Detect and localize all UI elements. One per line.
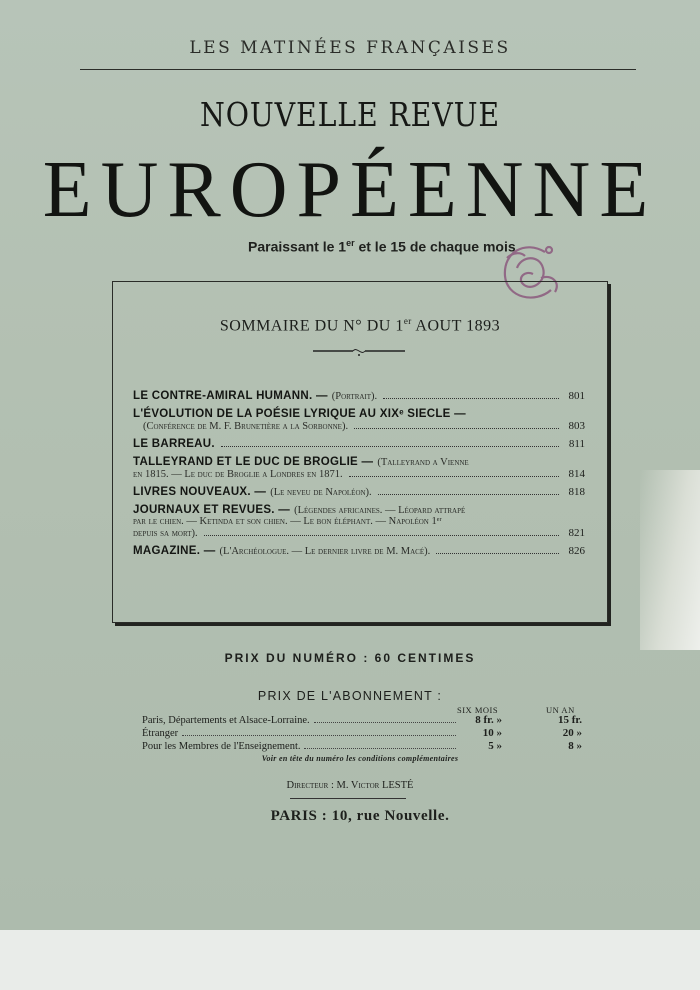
table-of-contents-box xyxy=(112,281,608,623)
toc-continuation: en 1815. — Le duc de Broglie a Londres en 1871. xyxy=(133,469,343,480)
sommaire-title-sup: er xyxy=(403,316,412,326)
schedule-sup: er xyxy=(346,238,355,248)
toc-subtitle: (Le neveu de Napoléon). xyxy=(270,487,372,498)
leader-dots xyxy=(354,428,559,429)
toc-entry xyxy=(133,408,585,432)
toc-heading: L'ÉVOLUTION DE LA POÉSIE LYRIQUE AU XIXᵉ SIECLE — xyxy=(133,408,466,420)
toc-page: 803 xyxy=(568,420,585,432)
price-label: Pour les Membres de l'Enseignement. xyxy=(142,741,301,752)
price-six-mois: 8 fr. » xyxy=(475,714,502,726)
price-un-an: 8 » xyxy=(568,740,582,752)
toc-page: 821 xyxy=(568,527,585,539)
director-rule xyxy=(290,798,406,799)
sommaire-title-text: SOMMAIRE DU N° DU 1 xyxy=(219,317,404,335)
toc-subtitle: (Talleyrand a Vienne xyxy=(377,457,469,468)
subscription-title: PRIX DE L'ABONNEMENT : xyxy=(257,689,443,703)
price-un-an: 15 fr. xyxy=(557,714,582,726)
leader-dots xyxy=(182,735,456,736)
toc-heading: JOURNAUX ET REVUES. — xyxy=(133,504,291,516)
schedule-text: Paraissant le 1 xyxy=(248,238,347,255)
torn-edge xyxy=(640,470,700,650)
leader-dots xyxy=(204,535,559,536)
leader-dots xyxy=(436,553,559,554)
toc-subtitle: (L'Archéologue. — Le dernier livre de M. Macé). xyxy=(219,546,431,557)
toc-page: 814 xyxy=(568,468,585,480)
toc-heading: MAGAZINE. — xyxy=(133,545,216,557)
conditions-note: Voir en tête du numéro les conditions complémentaires xyxy=(261,754,459,763)
toc-heading: LIVRES NOUVEAUX. — xyxy=(133,486,267,498)
col-six-mois: SIX MOIS xyxy=(457,705,499,715)
toc-page: 818 xyxy=(568,486,585,498)
price-six-mois: 5 » xyxy=(488,740,502,752)
leader-dots xyxy=(314,722,456,723)
price-row xyxy=(142,714,582,727)
leader-dots xyxy=(221,446,559,447)
leader-dots xyxy=(349,476,559,477)
title-line-2: EUROPÉENNE xyxy=(42,146,658,234)
toc-entry xyxy=(133,504,585,539)
schedule-text-post: et le 15 de chaque mois xyxy=(354,238,516,255)
price-row xyxy=(142,740,582,753)
price-six-mois: 10 » xyxy=(482,727,502,739)
toc-subtitle: (Portrait). xyxy=(331,391,378,402)
ornament-rule-icon xyxy=(313,345,405,357)
subscription-table xyxy=(142,714,582,753)
toc-list xyxy=(133,390,585,563)
title-line-1: NOUVELLE REVUE xyxy=(200,95,500,134)
leader-dots xyxy=(383,398,559,399)
sommaire-title-date: AOUT 1893 xyxy=(411,317,501,335)
toc-continuation: (Conférence de M. F. Brunetière a la Sorbonne). xyxy=(143,421,349,432)
director-line: Directeur : M. Victor LESTÉ xyxy=(286,780,414,791)
sommaire-title xyxy=(113,316,607,335)
toc-page: 811 xyxy=(568,438,585,450)
issue-price: PRIX DU NUMÉRO : 60 CENTIMES xyxy=(224,651,476,665)
price-un-an: 20 » xyxy=(562,727,582,739)
price-label: Paris, Départements et Alsace-Lorraine. xyxy=(142,715,310,726)
leader-dots xyxy=(304,748,456,749)
publication-schedule xyxy=(248,238,516,255)
toc-entry xyxy=(133,390,585,402)
address-line: PARIS : 10, rue Nouvelle. xyxy=(270,808,450,824)
toc-continuation: par le chien. — Ketinda et son chien. — Le bon éléphant. — Napoléon 1ᵉʳ xyxy=(133,516,442,527)
col-un-an: UN AN xyxy=(546,705,575,715)
price-label: Étranger xyxy=(142,728,179,739)
toc-entry xyxy=(133,486,585,498)
series-title: LES MATINÉES FRANÇAISES xyxy=(189,38,511,58)
toc-entry xyxy=(133,545,585,557)
toc-heading: LE CONTRE-AMIRAL HUMANN. — xyxy=(133,390,328,402)
toc-heading: TALLEYRAND ET LE DUC DE BROGLIE — xyxy=(133,456,374,468)
toc-entry xyxy=(133,456,585,480)
toc-entry xyxy=(133,438,585,450)
leader-dots xyxy=(378,494,559,495)
toc-heading: LE BARREAU. xyxy=(133,438,215,450)
toc-continuation: depuis sa mort). xyxy=(133,528,198,539)
header-rule xyxy=(80,69,636,70)
toc-subtitle: (Légendes africaines. — Léopard attrapé xyxy=(294,505,466,516)
toc-page: 826 xyxy=(568,545,585,557)
toc-page: 801 xyxy=(568,390,585,402)
price-row xyxy=(142,727,582,740)
